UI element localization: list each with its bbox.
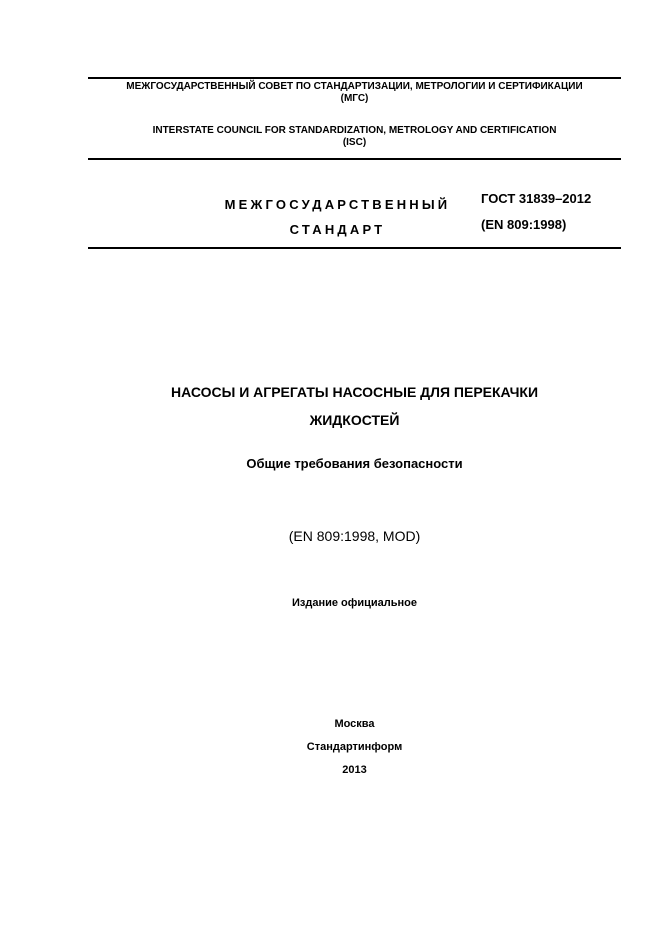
- council-ru: [88, 81, 621, 105]
- council-en-line2: (ISC): [342, 137, 367, 148]
- title-line2: ЖИДКОСТЕЙ: [309, 412, 400, 428]
- equivalent-code: (EN 809:1998): [481, 217, 567, 232]
- imprint-year: 2013: [342, 764, 367, 776]
- bottom-rule: [88, 247, 621, 249]
- imprint-city: Москва: [334, 718, 375, 730]
- subtitle: Общие требования безопасности: [246, 456, 463, 471]
- council-en: [88, 125, 621, 149]
- council-en-line1: INTERSTATE COUNCIL FOR STANDARDIZATION, METROLOGY AND CERTIFICATION: [152, 125, 557, 136]
- council-ru-line1: МЕЖГОСУДАРСТВЕННЫЙ СОВЕТ ПО СТАНДАРТИЗАЦИИ, МЕТРОЛОГИИ И СЕРТИФИКАЦИИ: [126, 81, 583, 92]
- title-line1: НАСОСЫ И АГРЕГАТЫ НАСОСНЫЕ ДЛЯ ПЕРЕКАЧКИ: [170, 384, 539, 400]
- edition-label: Издание официальное: [291, 597, 418, 609]
- imprint-publisher: Стандартинформ: [306, 741, 403, 753]
- standard-word-line2: СТАНДАРТ: [289, 222, 386, 237]
- top-rule: [88, 77, 621, 79]
- standard-word-line1: МЕЖГОСУДАРСТВЕННЫЙ: [224, 197, 451, 212]
- gost-code: ГОСТ 31839–2012: [481, 191, 592, 206]
- middle-rule: [88, 158, 621, 160]
- en-reference: (EN 809:1998, MOD): [288, 528, 421, 544]
- council-ru-line2: (МГС): [340, 93, 369, 104]
